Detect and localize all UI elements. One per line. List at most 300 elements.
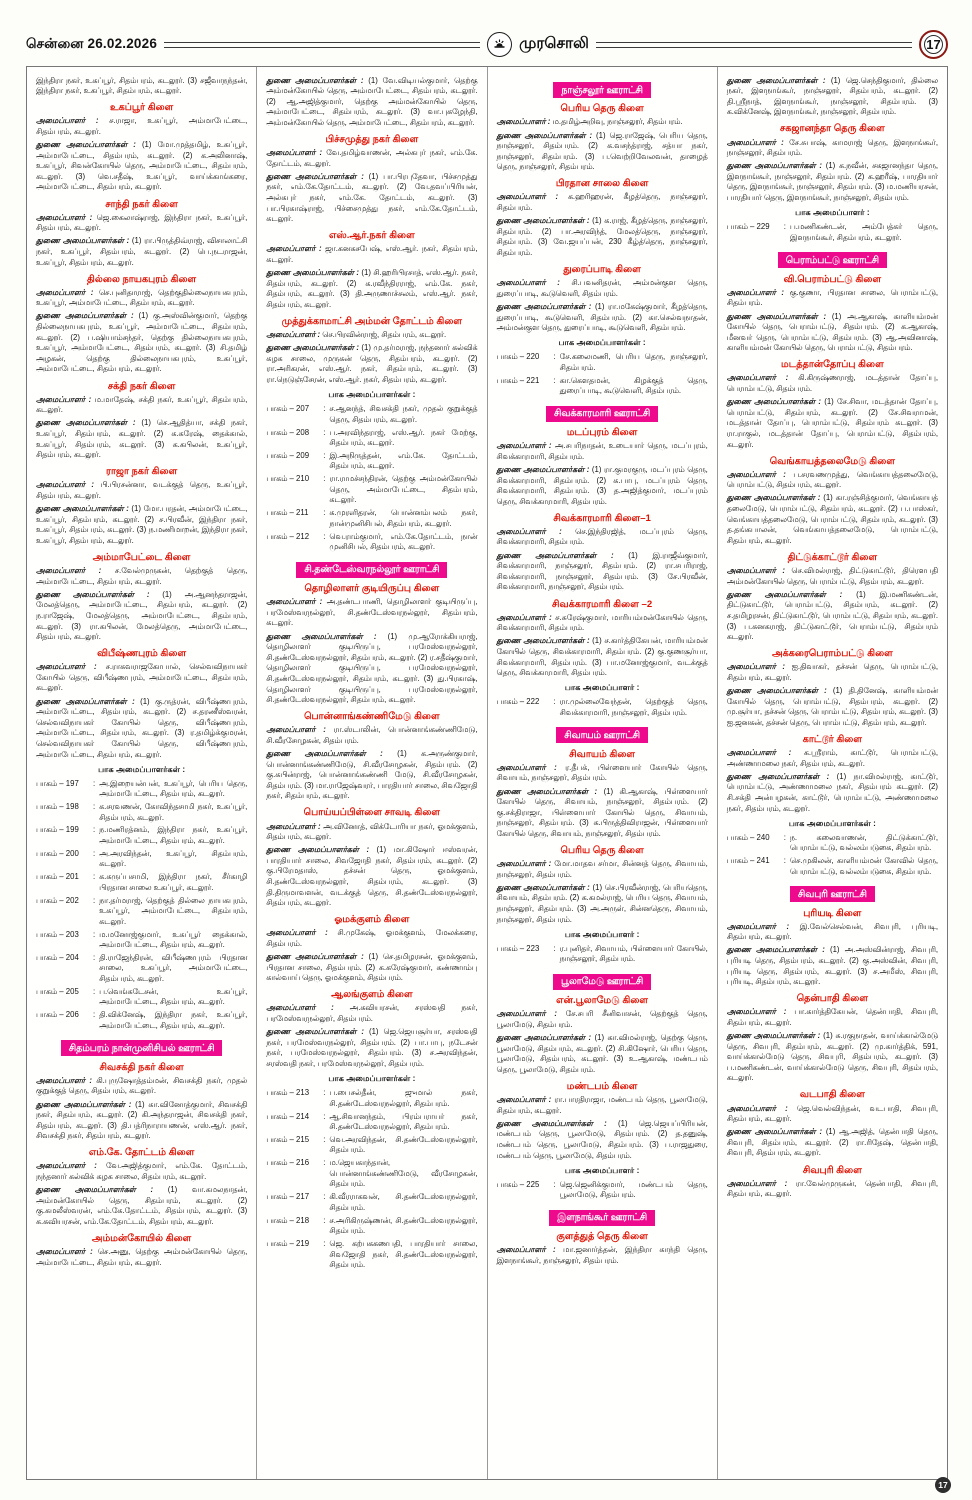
paragraph-lead: அமைப்பாளர் : [266, 597, 323, 607]
organizer-paragraph: அமைப்பாளர் : வே.தமிழ்வாணன், அல்கபுர் நகர், எம்.கே. தோட்டம், கடலூர். [266, 148, 478, 168]
part-colon: : [93, 952, 96, 962]
organizer-paragraph: அமைப்பாளர் : ம.மாதேஷ், சக்தி நகர், உகப்பூர், சிதம்பரம், கடலூர். [36, 394, 248, 415]
organizer-paragraph: துணை அமைப்பாளர்கள் : (1) மு.தர்மராஜ், நந்தனார் கல்விக் கழக சாலை, முருகன் தெரு, சிதம்பரம், கடலூர். (2) ரா.அரிகரன், எஸ்.ஆர். நகர், சிதம்பரம், கடலூர். (3) ரா.நெடுஞ்சேரன், எஸ்.ஆர். நகர், சிதம்பரம், கடலூர். [266, 343, 478, 385]
paragraph-lead: அமைப்பாளர் : [726, 287, 785, 297]
branch-header: பொய்யப்பிள்ளை சாவடி கிளை [303, 807, 441, 819]
part-colon: : [93, 778, 96, 788]
organizer-paragraph: துணை அமைப்பாளர்கள் : (1) சி.ஹரிபிரசாத், எஸ்.ஆர். நகர், சிதம்பரம், கடலூர். (2) க.ரவீந்திரராஜ், எம்.கே. நகர், சிதம்பரம், கடலூர். (3) தி.அருணாச்சலம், எஸ்.ஆர். நகர், சிதம்பரம், கடலூர். [266, 268, 478, 309]
part-colon: : [553, 352, 556, 362]
organizer-paragraph: துணை அமைப்பாளர்கள் : (1) மு.ஆரோக்கியராஜ், தொழிலாளர் குடியிருப்பு, பரமேஸ்வரநல்லூர், சி.தண்டேஸ்வரநல்லூர், சிதம்பரம், கடலூர். (2) ர.சதீஷ்குமார், தொழிலாளர் குடியிருப்பு, பரமேஸ்வரநல்லூர், சி.தண்டேஸ்வரநல்லூர், சிதம்பரம், கடலூர். (3) து.பிரகாஷ், தொழிலாளர் குடியிருப்பு, பரமேஸ்வரநல்லூர், சி.தண்டேஸ்வரநல்லூர், சிதம்பரம், கடலூர். [266, 631, 478, 705]
murasoli-logo-icon [487, 32, 512, 57]
part-colon: : [783, 855, 786, 865]
organizer-paragraph: அமைப்பாளர் : அ.தண்டபாணி, தொழிலாளர் குடியிருப்பு, பரமேஸ்வரநல்லூர், சி.தண்டேஸ்வரநல்லூர், சிதம்பரம், கடலூர். [266, 597, 478, 628]
paragraph-lead: துணை அமைப்பாளர்கள் : [726, 686, 827, 696]
part-organizer-row [266, 532, 477, 553]
part-organizer-row [266, 1216, 477, 1237]
paragraph-lead: துணை அமைப்பாளர்கள் : [496, 301, 592, 311]
paragraph-lead: துணை அமைப்பாளர்கள் : [266, 749, 383, 758]
panchayat-section-header [497, 1207, 708, 1225]
organizer-paragraph: அமைப்பாளர் : சி.பவனிதரன், அம்மன்குள தெரு, துரைப்பாடி, கூடுவெளி, சிதம்பரம். [496, 278, 708, 298]
paragraph-lead: அமைப்பாளர் : [496, 859, 552, 869]
body-paragraph: இந்திரா நகர், உகப்பூர், சிதம்பரம், கடலூர். (3) சஜீவாநந்தன், இந்திரா நகர், உகப்பூர், சிதம்பரம், கடலூர். [36, 75, 248, 96]
organizer-paragraph: துணை அமைப்பாளர்கள் : (1) இ.ராஜீவ்குமார், சிவக்காரமாரி, நாஞ்சலூர், சிதம்பரம். (2) ரா.சபரிராஜ், சிவக்காரமாரி, நாஞ்சலூர், சிதம்பரம். (3) சே.பிரவீன், சிவக்காரமாரி, நாஞ்சலூர், சிதம்பரம். [496, 550, 708, 592]
part-number: பாகம் – 206 [36, 1010, 79, 1020]
part-number: பாகம் – 202 [36, 895, 79, 905]
paragraph-lead: துணை அமைப்பாளர்கள் : [36, 504, 129, 514]
paragraph-lead: துணை அமைப்பாளர்கள் : [36, 418, 136, 428]
part-colon: : [323, 1088, 326, 1098]
paragraph-lead: துணை அமைப்பாளர்கள் : [266, 171, 364, 181]
part-organizers-heading: பாக அமைப்பாளர் : [795, 208, 870, 218]
part-number: பாகம் – 208 [266, 427, 310, 437]
part-organizer-text: ம.மனோஜ்குமார், உகப்பூர் தைக்கால், அம்மாபேட்டை, சிதம்பரம், கடலூர். [99, 929, 248, 950]
part-organizer-row [266, 1112, 477, 1133]
paragraph-lead: அமைப்பாளர் : [496, 192, 559, 202]
branch-header: எஸ்.ஆர்.நகர் கிளை [328, 230, 415, 242]
organizer-paragraph: துணை அமைப்பாளர்கள் : (1) கா.வினோத்குமார், சிவசக்தி நகர், சிதம்பரம், கடலூர். (2) கி.அந்தராஜன், சிவசக்தி நகர், சிதம்பரம், கடலூர். (3) தி.பத்ரிநாராயணன், எஸ்.ஆர். நகர், சிவசக்தி நகர், சிதம்பரம், கடலூர். [36, 1099, 248, 1141]
column-3 [487, 67, 717, 1479]
organizer-paragraph: துணை அமைப்பாளர்கள் : (1) ச.கார்த்திகேயன், மாரியம்மன் கோயில் தெரு, சிவக்காரமாரி, சிதம்பரம். (2) கு.குணசூர்யா, சிவக்காரமாரி, சிதம்பரம். (3) பா.மனோஜ்குமார், வடக்குத் தெரு, சிவக்காரமாரி, சிதம்பரம். [496, 636, 708, 678]
part-organizer-row [266, 1158, 477, 1190]
part-number: பாகம் – 203 [36, 929, 79, 939]
organizer-paragraph: அமைப்பாளர் : ம.தமிழ்அறிவு, நாஞ்சலூர், சிதம்பரம். [496, 117, 683, 127]
organizer-paragraph: அமைப்பாளர் : அ.கவியரசன், சரஸ்வதி நகர், பரமேஸ்வரநல்லூர், சிதம்பரம். [266, 1003, 478, 1024]
column-2 [256, 67, 486, 1479]
part-organizer-text: ந. கலைவாணன், திட்டுக்காட்டூர், பெராம்பட்டு, வல்லம்படுகை, சிதம்பரம். [789, 832, 938, 853]
column-1 [27, 67, 256, 1479]
organizer-paragraph: துணை அமைப்பாளர்கள் : (1) க.அருண்குமார், பொன்னாங்கண்ணிமேடு, சி.வீரசோழகன், சிதம்பரம். (2) கு.கபின்ராஜ், பொன்னாங்கண்ணி மேடு, சி.வீரசோழகன், சிதம்பரம். (3) மா.ராஜேஷ்வரர், பாரதியார் சாலை, சிவஜோதி நகர், சிதம்பரம், கடலூர். [266, 749, 478, 801]
branch-header: மண்டபம் கிளை [566, 1080, 638, 1092]
paragraph-lead: துணை அமைப்பாளர்கள் : [36, 1185, 154, 1195]
paragraph-lead: துணை அமைப்பாளர்கள் : [726, 397, 821, 407]
part-organizer-row [36, 953, 247, 985]
paragraph-lead: துணை அமைப்பாளர்கள் : [266, 845, 370, 855]
paragraph-lead: அமைப்பாளர் : [726, 373, 789, 383]
part-organizer-text: ஜெ.ஜெனிக்குமார், மண்டபம் தெரு, பூலாமேடு, சிதம்பரம். [559, 1179, 708, 1200]
paragraph-lead: அமைப்பாளர் : [496, 1245, 556, 1255]
part-organizer-text: ம.ஜெயகாந்தான், பொன்னாங்கண்ணிமேடு, வீரசோழகன், சிதம்பரம். [329, 1158, 478, 1189]
branch-header: விபீஷ்ணபுரம் கிளை [97, 648, 187, 660]
branch-header: ராஜா நகர் கிளை [106, 466, 178, 478]
branch-header: பெரிய தெரு கிளை [560, 845, 644, 856]
organizer-paragraph: அமைப்பாளர் : மோ.மாதவ சர்மா, சின்னத் தெரு, சிவாயம், நாஞ்சலூர், சிதம்பரம். [496, 859, 708, 879]
branch-header: மடத்தான்தோப்பு கிளை [780, 359, 884, 371]
part-colon: : [93, 929, 96, 939]
part-colon: : [783, 832, 786, 842]
organizer-paragraph: அமைப்பாளர் : ஜெ.கைலாஷ்ராஜ், இந்திரா நகர், உகப்பூர், சிதம்பரம், கடலூர். [36, 212, 248, 233]
part-organizer-text: சே.கலைமணி, பெரிய தெரு, நாஞ்சலூர், சிதம்பரம். [559, 352, 708, 372]
organizer-paragraph: அமைப்பாளர் : ஜெ.வெல்விந்தன், வடபாதி, சிவபுரி, சிதம்பரம், கடலூர். [726, 1103, 938, 1124]
organizer-paragraph: அமைப்பாளர் : செ.பிரவின்ராஜ், சிதம்பரம், கடலூர். [266, 330, 447, 340]
part-organizer-text: தி.ராஜேந்திரன், விபீஷ்ணபுரம் பிரதான சாலை, உகப்பூர், அம்மாபேட்டை, சிதம்பரம், கடலூர். [99, 952, 248, 984]
part-colon: : [323, 474, 326, 484]
paragraph-lead: அமைப்பாளர் : [496, 526, 562, 536]
paragraph-lead: அமைப்பாளர் : [726, 565, 785, 575]
part-organizers-heading: பாக அமைப்பாளர்கள் : [98, 764, 186, 774]
branch-header: உகப்பூர் கிளை [109, 102, 174, 114]
part-colon: : [323, 427, 326, 437]
organizer-paragraph: அமைப்பாளர் : சே.சுபாஷ், காமராஜ் தெரு, இளநாங்கூர், நாஞ்சலூர், சிதம்பரம். [726, 137, 938, 158]
paragraph-lead: துணை அமைப்பாளர்கள் : [726, 771, 830, 781]
organizer-paragraph: அமைப்பாளர் : செ.விமல்ராஜ், திட்டுகாட்டூர், திரௌபதி அம்மன்கோயில் தெரு, பெராம்பட்டு, சிதம்பரம், கடலூர். [726, 565, 938, 586]
content-columns [26, 66, 948, 1480]
paragraph-lead: துணை அமைப்பாளர்கள் : [726, 311, 827, 321]
organizer-paragraph: துணை அமைப்பாளர்கள் : (1) சே.சிவா, மடத்தான் தோப்பு, பெராம்பட்டு, சிதம்பரம், கடலூர். (2) சே.சிவராமன், மடத்தான் தோப்பு, பெராம்பட்டு, சிதம்பரம் கடலூர். (3) ரா.ராகுல், மடத்தான் தோப்பு, பெராம்பட்டு, சிதம்பரம், கடலூர். [726, 397, 938, 449]
paragraph-lead: அமைப்பாளர் : [726, 1103, 788, 1113]
part-colon: : [93, 872, 96, 882]
part-organizer-row [266, 404, 477, 425]
organizer-paragraph: துணை அமைப்பாளர்கள் : (1) கா.விமல்ராஜ், தெற்கு தெரு, பூலாமேடு, சிதம்பரம், கடலூர். (2) சி.கிஷோர், பெரிய தெரு, பூலாமேடு, சிதம்பரம், கடலூர். (3) உ.ஆகாஷ், மண்டபம் தெரு, பூலாமேடு, சிதம்பரம். [496, 1033, 708, 1074]
part-number: பாகம் – 214 [266, 1111, 310, 1121]
organizer-paragraph: துணை அமைப்பாளர்கள் : (1) மோ.பரதன், அம்மாபேட்டை, உகப்பூர், சிதம்பரம், கடலூர். (2) ச.பிரவீன், இந்திரா நகர், உகப்பூர், சிதம்பரம், கடலூர். (3) ந.மணிமாறன், இந்திரா நகர், உகப்பூர், சிதம்பரம், கடலூர். [36, 504, 248, 545]
part-organizers-heading: பாக அமைப்பாளர் : [564, 1165, 640, 1175]
part-number: பாகம் – 217 [266, 1192, 310, 1202]
part-organizer-row [497, 376, 708, 397]
paragraph-lead: துணை அமைப்பாளர்கள் : [266, 952, 364, 962]
part-number: பாகம் – 211 [266, 508, 309, 518]
organizer-paragraph: அமைப்பாளர் : ஜா.கனகசபேஷ், எஸ்.ஆர். நகர், சிதம்பரம், கடலூர். [266, 244, 478, 264]
organizer-paragraph: துணை அமைப்பாளர்கள் : (1) ஜெ.ராஜேஷ், பெரிய தெரு, நாஞ்சலூர், சிதம்பரம். (2) க.வசந்த்ராஜ், சத்யா நகர், நாஞ்சலூர், சிதம்பரம். (3) ப.வெற்றிவேலவன், தாழைத் தெரு, நாஞ்சலூர், சிதம்பரம். [496, 130, 708, 172]
part-colon: : [93, 848, 96, 858]
paragraph-lead: அமைப்பாளர் : [36, 394, 92, 404]
paragraph-lead: துணை அமைப்பாளர்கள் : [496, 550, 614, 560]
organizer-paragraph: அமைப்பாளர் : ஐ.திவாகர், தச்சன் தெரு, பெராம்பட்டு, சிதம்பரம், கடலூர். [726, 662, 938, 682]
organizer-paragraph: அமைப்பாளர் : பி.பிரசன்னா, வடக்குத் தெரு, உகப்பூர், சிதம்பரம், கடலூர். [36, 480, 248, 500]
panchayat-section-header [727, 884, 938, 902]
organizer-paragraph: அமைப்பாளர் : ச.ராஜா, உகப்பூர், அம்மாபேட்டை, சிதம்பரம், கடலூர். [36, 116, 248, 136]
organizer-paragraph: துணை அமைப்பாளர்கள் : (1) வே.விடியல்குமார், தெற்கு அம்மன்கோயில் தெரு, அம்மாபேட்டை, சிதம்பரம், கடலூர். (2) ஆ.அஜித்குமார், தெற்கு அம்மன்கோயில் தெரு, அம்மாபேட்டை, சிதம்பரம், கடலூர். (3) வா.புகழேந்தி, அம்மன்கோயில் தெரு, அம்மாபேட்டை, சிதம்பரம், கடலூர். [266, 75, 478, 127]
branch-header: சிவபுரி கிளை [802, 1164, 862, 1176]
organizer-paragraph: அமைப்பாளர் : ர.தீபக், பிள்ளையார் கோயில் தெரு, சிவாயம், நாஞ்சலூர், சிதம்பரம். [496, 762, 708, 783]
paragraph-lead: அமைப்பாளர் : [266, 928, 328, 938]
part-organizer-text: செ.முகிலன், காளியம்மன் கோவில் தெரு, பெராம்பட்டு, வல்லம்படுகை, சிதம்பரம். [789, 855, 938, 876]
branch-header: சிவாயம் கிளை [569, 748, 636, 760]
branch-header: என்.பூலாமேடு கிளை [556, 995, 649, 1007]
organizer-paragraph: துணை அமைப்பாளர்கள் : (1) சு.ரகுநாதன், வாய்க்கால்மேடு தெரு, சிவபுரி, சிதம்பரம், கடலூர். (2) மு.கார்த்திக், 591, வாய்க்கால்மேடு தெரு, சிவபுரி, சிதம்பரம், கடலூர். (3) ப.மணிகண்டன், வாய்க்கால்மேடு தெரு, சிவபுரி, சிதம்பரம், கடலூர். [726, 1031, 938, 1083]
part-number: பாகம் – 241 [726, 855, 770, 865]
organizer-paragraph: அமைப்பாளர் : செ.அனு, தெற்கு அம்மன்கோயில் தெரு, அம்மாபேட்டை, சிதம்பரம், கடலூர். [36, 1247, 248, 1267]
city-date: சென்னை 26.02.2026 [26, 35, 158, 51]
part-number: பாகம் – 205 [36, 986, 79, 996]
part-number: பாகம் – 201 [36, 872, 79, 882]
paragraph-lead: துணை அமைப்பாளர்கள் : [726, 1031, 821, 1040]
paragraph-lead: அமைப்பாளர் : [726, 1178, 788, 1188]
branch-header: சிவக்காரமாரி கிளை –2 [552, 598, 653, 610]
organizer-paragraph: துணை அமைப்பாளர்கள் : (1) வா.கமலநாதன், அம்மன்கோயில் தெரு, சிதம்பரம், கடலூர். (2) கு.கமலீஸ்வரன், எம்.கே.தோட்டம், சிதம்பரம், கடலூர். (3) க.கவியரசன், எம்.கே.தோட்டம், சிதம்பரம், கடலூர். [36, 1185, 248, 1227]
branch-header: வெங்காயத்தலைமேடு கிளை [769, 455, 896, 467]
paragraph-lead: அமைப்பாளர் : [266, 1003, 334, 1013]
paragraph-lead: துணை அமைப்பாளர்கள் : [266, 1027, 364, 1037]
part-organizer-text: தி.விக்னேஷ், இந்திரா நகர், உகப்பூர், அம்மாபேட்டை, சிதம்பரம், கடலூர். [99, 1010, 248, 1030]
paragraph-lead: அமைப்பாளர் : [266, 725, 326, 735]
organizer-paragraph: அமைப்பாளர் : கி.கிருஷ்ணராஜ், மடத்தான் தோப்பு, பெராம்பட்டு, சிதம்பரம். [726, 373, 938, 393]
part-organizer-row [266, 428, 477, 449]
part-colon: : [93, 802, 96, 812]
branch-header: சாந்தி நகர் கிளை [105, 198, 178, 210]
branch-header: புரியடி கிளை [803, 907, 862, 919]
part-organizer-row [36, 987, 247, 1008]
paragraph-lead: துணை அமைப்பாளர்கள் : [726, 493, 821, 503]
part-organizer-text: ப.வெங்கடேசன், உகப்பூர், அம்மாபேட்டை, சிதம்பரம், கடலூர். [99, 986, 248, 1007]
part-colon: : [323, 404, 326, 414]
paragraph-lead: துணை அமைப்பாளர்கள் : [726, 75, 826, 85]
paragraph-lead: அமைப்பாளர் : [36, 662, 97, 672]
part-organizer-text: க.முரளிதரன், பொன்னம்பலம் நகர், நான்முனிசிபல், சிதம்பரம், கடலூர். [329, 508, 478, 528]
organizer-paragraph: துணை அமைப்பாளர்கள் : (1) கு.ருத்ரன், விபீஷ்ணபுரம், அம்மாபேட்டை, சிதம்பரம், கடலூர். (2) ச.தரணீஸ்வரன், செல்வவிநாயகர் கோயில் தெரு, விபீஷ்ணபுரம், அம்மாபேட்டை, சிதம்பரம், கடலூர். (3) ர.தமிழ்க்குமரன், செல்வவிநாயகர் கோயில் தெரு, விபீஷ்ணபுரம், அம்மாபேட்டை, சிதம்பரம், கடலூர். [36, 696, 248, 759]
paragraph-lead: துணை அமைப்பாளர்கள் : [496, 636, 590, 646]
part-organizer-row [266, 1088, 477, 1109]
part-colon: : [323, 531, 326, 541]
paragraph-lead: அமைப்பாளர் : [496, 762, 557, 772]
masthead-title: முரசொலி [519, 35, 589, 52]
part-colon: : [553, 1179, 556, 1189]
paragraph-lead: துணை அமைப்பாளர்கள் : [36, 589, 150, 599]
double-rule-right [596, 42, 912, 48]
branch-header: பொன்னாங்கண்ணிமேடு கிளை [304, 711, 440, 723]
part-colon: : [93, 1010, 96, 1020]
branch-header: தில்லை நாயகபுரம் கிளை [87, 273, 197, 285]
organizer-paragraph: அமைப்பாளர் : ச.வேல்முருகன், தெற்குத் தெரு, அம்மாபேட்டை, சிதம்பரம், கடலூர். [36, 565, 248, 586]
branch-header: எம்.கே. தோட்டம் கிளை [88, 1147, 195, 1159]
paragraph-lead: அமைப்பாளர் : [266, 330, 321, 340]
branch-header: துரைப்பாடி கிளை [563, 264, 641, 276]
organizer-paragraph: துணை அமைப்பாளர்கள் : (1) ரா.மகேஷ்குமார், கீழத்தெரு, துரைப்பாடி, கூடுவெளி, சிதம்பரம். (2) கா.செல்வநாதன், அம்மன்குள தெரு, துரைப்பாடி, கூடுவெளி, சிதம்பரம். [496, 301, 708, 333]
organizer-paragraph: அமைப்பாளர் : அ.சபரிநாதன், உடையார் தெரு, மடப்புரம், சிவக்காரமாரி, சிதம்பரம். [496, 441, 708, 461]
part-organizers-heading: பாக அமைப்பாளர்கள் : [328, 1074, 416, 1084]
organizer-paragraph: துணை அமைப்பாளர்கள் : (1) அ.ஆகாஷ், காளியம்மன் கோயில் தெரு, பெராம்பட்டு, சிதம்பரம். (2) க.ஆகாஷ், மீனவர் தெரு, பெராம்பட்டு, சிதம்பரம். (3) ஆ.அவினாஷ், காளியம்மன் கோயில் தெரு, பெராம்பட்டு, சிதம்பரம். [726, 311, 938, 353]
paragraph-lead: துணை அமைப்பாளர்கள் : [36, 1099, 132, 1109]
part-colon: : [783, 222, 786, 232]
part-organizer-text: க.சரவணன், கோவிந்தசாமி நகர், உகப்பூர், சிதம்பரம், கடலூர். [99, 802, 248, 822]
part-number: பாகம் – 207 [266, 404, 310, 414]
panchayat-section-label: சிவாயம் ஊராட்சி [556, 727, 648, 743]
paragraph-lead: அமைப்பாளர் : [266, 148, 323, 158]
organizer-paragraph: துணை அமைப்பாளர்கள் : (1) இ.மணிகண்டன், திட்டுகாட்டூர், பெராம்பட்டு, சிதம்பரம், கடலூர். (2) ச.தமிழரசன், திட்டுகாட்டூர், பெராம்பட்டு, சிதம்பரம், கடலூர். (3) ப.கனகராஜ், திட்டுகாட்டூர், பெராம்பட்டு, சிதம்பரம் கடலூர். [726, 589, 938, 642]
part-organizer-text: கி.வீரராகவன், சி.தண்டேஸ்வரநல்லூர், சிதம்பரம். [329, 1192, 478, 1212]
organizer-paragraph: அமைப்பாளர் : ச.சுரேஷ்குமார், மாரியம்மன்கோயில் தெரு, சிவக்காரமாரி, சிதம்பரம். [496, 612, 708, 633]
part-organizer-text: ச.அரிகிருஷ்ணன், சி.தண்டேஸ்வரநல்லூர், சிதம்பரம். [329, 1215, 478, 1236]
organizer-paragraph: அமைப்பாளர் : ரா.பாரதிராஜா, மண்டபம் தெரு, பூலாமேடு, சிதம்பரம், கடலூர். [496, 1094, 708, 1115]
part-organizer-row [36, 872, 247, 893]
part-organizer-text: வெ.ராம்குமார், எம்.கே.தோட்டம், நான் முனிசிபல், சிதம்பரம், கடலூர். [329, 531, 478, 552]
part-colon: : [323, 1215, 326, 1225]
part-organizer-text: கா.கௌதமன், கிழக்குத் தெரு, துரைப்பாடி, கூடுவெளி, சிதம்பரம். [559, 375, 708, 396]
panchayat-section-label: சிவக்காரமாரி ஊராட்சி [546, 406, 658, 422]
part-organizer-row [266, 508, 477, 529]
paragraph-lead: அமைப்பாளர் : [36, 480, 95, 490]
branch-header: பிச்சமுத்து நகர் கிளை [325, 134, 419, 146]
branch-header: அம்மாபேட்டை கிளை [92, 551, 191, 563]
panchayat-section-header [497, 403, 708, 421]
part-colon: : [323, 1158, 326, 1168]
part-organizer-text: அ.அரவிந்தன், உகப்பூர், சிதம்பரம், கடலூர். [99, 848, 248, 869]
organizer-paragraph: துணை அமைப்பாளர்கள் : (1) ரா.பிருத்திவ்ராஜ், விசாலாட்சி நகர், உகப்பூர், சிதம்பரம், கடலூர். (2) பெ.நடராஜன், உகப்பூர், சிதம்பரம், கடலூர். [36, 236, 248, 267]
panchayat-section-label: சிவபுரி ஊராட்சி [790, 886, 875, 902]
paragraph-lead: அமைப்பாளர் : [726, 137, 784, 147]
organizer-paragraph: துணை அமைப்பாளர்கள் : (1) செ.பிரவீன்ராஜ், பெரியதெரு, சிவாயம், சிதம்பரம். (2) க.கமல்ராஜ், பெரிய தெரு, சிவாயம், நாஞ்சலூர், சிதம்பரம். (3) அ.அருள், சின்னதெரு, சிவாயம், நாஞ்சலூர், சிதம்பரம். [496, 882, 708, 924]
part-number: பாகம் – 200 [36, 848, 79, 858]
paragraph-lead: அமைப்பாளர் : [36, 116, 99, 126]
paragraph-lead: அமைப்பாளர் : [266, 244, 322, 254]
panchayat-section-label: பூலாமேடு ஊராட்சி [553, 974, 651, 990]
part-organizer-text: ச.ஆனந்த், சிவசக்தி நகர், முதல் குறுக்குத் தெரு, சிதம்பரம், கடலூர். [329, 404, 478, 424]
part-number: பாகம் – 220 [496, 352, 540, 362]
paragraph-lead: அமைப்பாளர் : [266, 821, 321, 831]
part-colon: : [323, 508, 326, 518]
paragraph-lead: அமைப்பாளர் : [496, 278, 560, 288]
organizer-paragraph: துணை அமைப்பாளர்கள் : (1) மோ.முத்தமிழ், உகப்பூர், அம்மாபேட்டை, சிதம்பரம், கடலூர். (2) க.அலினாஷ், உகப்பூர், சிவன்கோயில் தெரு, அம்மாபேட்டை, சிதம்பரம், கடலூர். (3) வெ.சதீஷ், உகப்பூர், வாய்க்காங்கரை, அம்மாபேட்டை, சிதம்பரம், கடலூர். [36, 140, 248, 192]
part-organizer-text: ரா.ராமச்சந்திரன், தெற்கு அம்மன்கோயில் தெரு, அம்மாபேட்டை, சிதம்பரம், கடலூர். [329, 474, 478, 505]
branch-header: சிவக்காரமாரி கிளை–1 [553, 512, 651, 524]
paragraph-lead: துணை அமைப்பாளர்கள் : [726, 161, 823, 171]
paragraph-lead: அமைப்பாளர் : [36, 1247, 93, 1257]
paragraph-lead: துணை அமைப்பாளர்கள் : [496, 130, 593, 140]
paragraph-lead: அமைப்பாளர் : [36, 1075, 92, 1085]
organizer-paragraph: துணை அமைப்பாளர்கள் : (1) செ.தமிழரசன், ஓமக்குளம், பிரதான சாலை, சிதம்பரம். (2) க.கரேஷ்குமார், கண்ணாம்பு கால்வாய் தெரு, ஓமக்குளம், சிதம்பரம். [266, 952, 478, 983]
part-organizer-text: ப.பைசல்தீன், ஜுமால் நகர், சி.தண்டேஸ்வரநல்லூர், சிதம்பரம். [329, 1088, 478, 1108]
panchayat-section-header [36, 1038, 247, 1056]
organizer-paragraph: அமைப்பாளர் : சே.சபரி சீனிவாசன், தெற்குத் தெரு, பூலாமேடு, சிதம்பரம். [496, 1009, 708, 1029]
part-organizer-row [266, 1239, 477, 1271]
paragraph-lead: துணை அமைப்பாளர்கள் : [266, 631, 377, 641]
part-organizer-text: ந.மணிரத்னம், இந்திரா நகர், உகப்பூர், அம்மாபேட்டை, சிதம்பரம், கடலூர். [99, 825, 248, 845]
part-number: பாகம் – 213 [266, 1088, 310, 1098]
organizer-paragraph: அமைப்பாளர் : க.ஸ்ரீராம், காட்டூர், பெராம்பட்டு, அண்ணாமலை நகர், சிதம்பரம், கடலூர். [726, 747, 938, 768]
part-organizer-row [266, 451, 477, 472]
branch-header: காட்டூர் கிளை [802, 733, 863, 745]
double-rule-left [164, 42, 480, 48]
part-organizer-row [36, 849, 247, 870]
branch-header: வி.பெராம்பட்டு கிளை [783, 273, 882, 285]
part-organizer-row [497, 944, 708, 965]
part-organizer-text: க.கருப்பசாமி, இந்திரா நகர், சீர்காழி பிரதான சாலை உகப்பூர், கடலூர். [99, 872, 248, 892]
paragraph-lead: அமைப்பாளர் : [726, 921, 790, 931]
part-organizer-row [266, 1192, 477, 1213]
organizer-paragraph: துணை அமைப்பாளர்கள் : (1) தி.தினேஷ், காளியம்மன் கோயில் தெரு, பெராம்பட்டு, சிதம்பரம், கடலூர். (2) மு.சூர்யா, தச்சன் தெரு, பெராம்பட்டு, சிதம்பரம், கடலூர். (3) ஐ.ஜனகன், தச்சன் தெரு, பெராம்பட்டு, சிதம்பரம், கடலூர். [726, 686, 938, 727]
organizer-paragraph: துணை அமைப்பாளர்கள் : (1) க.நவீன், சகஜானந்தா தெரு, இளநாங்கூர், நாஞ்சலூர், சிதம்பரம். (2) க.ஹரீஷ், பாரதியார் தெரு, இளநாங்கூர், நாஞ்சலூர், சிதம்பரம். (3) ம.மணியரசன், பாரதியார் தெரு, இளநாங்கூர், நாஞ்சலூர், சிதம்பரம். [726, 161, 938, 203]
organizer-paragraph: துணை அமைப்பாளர்கள் : (1) அ.அஸ்வின்ராஜ், சிவபுரி, புரியடி தெரு, சிதம்பரம், கடலூர். (2) கு.அஸ்வின், சிவபுரி, புரியடி தெரு, சிதம்பரம், கடலூர். (3) ச.அமீஸ், சிவபுரி, புரியடி, சிதம்பரம், கடலூர். [726, 945, 939, 987]
organizer-paragraph: துணை அமைப்பாளர்கள் : (1) ரா.குமரகுரு, மடப்புரம் தெரு, சிவக்காரமாரி, சிதம்பரம். (2) க.பாபு, மடப்புரம் தெரு, சிவக்காரமாரி, சிதம்பரம். (3) த.அஜித்குமார், மடப்புரம் தெரு, சிவக்காரமாரி, சிதம்பரம். [496, 464, 708, 506]
part-colon: : [323, 1238, 326, 1248]
organizer-paragraph: துணை அமைப்பாளர்கள் : (1) அ.ஆனந்தராஜன், மேலத்தெரு, அம்மாபேட்டை, சிதம்பரம், கடலூர். (2) ந.ராஜேஷ், மேலத்தெரு, அம்மாபேட்டை, சிதம்பரம், கடலூர். (3) ரா.கபிலன், மேலத்தெரு, அம்மாபேட்டை, சிதம்பரம், கடலூர். [36, 589, 248, 642]
paragraph-lead: அமைப்பாளர் : [36, 212, 93, 222]
part-organizer-row [36, 802, 247, 823]
part-colon: : [553, 943, 556, 953]
part-number: பாகம் – 240 [726, 832, 770, 842]
panchayat-section-label: இளநாங்கூர் ஊராட்சி [549, 1210, 655, 1226]
branch-header: குளத்துத் தெரு கிளை [556, 1231, 648, 1243]
column-4 [717, 67, 947, 1479]
branch-header: முத்துக்காமாட்சி அம்மன் தோட்டம் கிளை [281, 316, 463, 328]
branch-header: பெரிய தெரு கிளை [560, 103, 644, 115]
paragraph-lead: துணை அமைப்பாளர்கள் : [496, 1118, 607, 1128]
organizer-paragraph: அமைப்பாளர் : பா.கார்த்திகேயன், தென்பாதி, சிவபுரி, சிதம்பரம், கடலூர். [726, 1007, 938, 1027]
organizer-paragraph: அமைப்பாளர் : அ.வினோத், விக்டோரியா நகர், ஓமக்குளம், சிதம்பரம், கடலூர். [266, 821, 478, 842]
organizer-paragraph: அமைப்பாளர் : ரா.வேல்முருகன், தென்பாதி, சிவபுரி, சிதம்பரம், கடலூர். [726, 1178, 938, 1199]
paragraph-lead: அமைப்பாளர் : [496, 612, 552, 622]
organizer-paragraph: துணை அமைப்பாளர்கள் : (1) ஜெ.ஜெயப்பிரியன், மண்டபம் தெரு, பூலாமேடு, சிதம்பரம். (2) த.தனுஷ், மண்டபம் தெரு, பூலாமேடு, சிதம்பரம். (3) ப.ராஜதுரை, மண்டபம் தெரு, பூலாமேடு, சிதம்பரம். [496, 1118, 708, 1160]
paragraph-lead: அமைப்பாளர் : [496, 1009, 557, 1019]
paragraph-lead: அமைப்பாளர் : [36, 1161, 97, 1171]
part-colon: : [553, 697, 556, 707]
panchayat-section-header [497, 725, 708, 743]
part-number: பாகம் – 198 [36, 802, 79, 812]
organizer-paragraph: துணை அமைப்பாளர்கள் : (1) செ.ஆதித்யா, சக்தி நகர், உகப்பூர், சிதம்பரம், கடலூர். (2) க.கரேஷ், தைக்கால், உகப்பூர், சிதம்பரம், கடலூர். (3) க.கபிலன், உகப்பூர், சிதம்பரம், கடலூர். [36, 418, 248, 460]
part-organizer-text: ஆ.சிவானந்தம், பிரம்பராயர் நகர், சி.தண்டேஸ்வரநல்லூர், சிதம்பரம். [329, 1111, 478, 1132]
panchayat-section-header [497, 971, 708, 989]
part-number: பாகம் – 229 [726, 222, 770, 232]
organizer-paragraph: அமைப்பாளர் : க.ஹரிஹரன், கீழத்தெரு, நாஞ்சலூர், சிதம்பரம். [496, 192, 708, 213]
part-colon: : [323, 1134, 326, 1144]
part-colon: : [553, 375, 556, 385]
paragraph-lead: துணை அமைப்பாளர்கள் : [36, 140, 136, 150]
organizer-paragraph: அமைப்பாளர் : மா.ஜனார்த்தன், இந்திரா காந்தி தெரு, இளநாங்கூர், நாஞ்சலூர், சிதம்பரம். [496, 1245, 708, 1265]
part-organizer-row [266, 1135, 477, 1156]
part-organizer-text: ஜெ. கற்பககணபதி, பாரதியார் சாலை, சிவஜோதி நகர், சி.தண்டேஸ்வரநல்லூர், சிதம்பரம். [329, 1238, 478, 1270]
panchayat-section-label: சி.தண்டேஸ்வரநல்லூர் ஊராட்சி [296, 562, 447, 578]
part-colon: : [323, 1192, 326, 1202]
paragraph-lead: துணை அமைப்பாளர்கள் : [266, 268, 359, 278]
part-colon: : [93, 986, 96, 996]
part-organizer-row [727, 856, 938, 877]
paragraph-lead: அமைப்பாளர் : [36, 565, 102, 575]
paragraph-lead: துணை அமைப்பாளர்கள் : [496, 882, 590, 892]
organizer-paragraph: துணை அமைப்பாளர்கள் : (1) க.ராஜ், கீழத்தெரு, நாஞ்சலூர், சிதம்பரம். (2) பா.அரவிந்த், மேலத்தெரு, நாஞ்சலூர், சிதம்பரம். (3) வே.ஜயப்பன், 230 கீழ்த்தெரு, நாஞ்சலூர், சிதம்பரம். [496, 216, 708, 258]
part-organizer-row [36, 1010, 247, 1031]
paragraph-lead: துணை அமைப்பாளர்கள் : [496, 464, 590, 474]
part-organizers-heading: பாக அமைப்பாளர்கள் : [558, 338, 646, 348]
panchayat-section-header [727, 250, 938, 268]
organizer-paragraph: துணை அமைப்பாளர்கள் : (1) கு.அஸ்வின்குமார், தெற்கு தில்லைநாயகபுரம், உகப்பூர், அம்மாபேட்டை, சிதம்பரம், கடலூர். (2) ப.ஷியாம்சந்தர், தெற்கு தில்லைநாயகபுரம், உகப்பூர், அம்மாபேட்டை, சிதம்பரம், கடலூர். (3) சி.தமிழ் அழகன், தெற்கு தில்லைநாயகபுரம், உகப்பூர், அம்மாபேட்டை, சிதம்பரம், கடலூர். [36, 311, 248, 374]
part-organizer-row [727, 222, 938, 243]
organizer-paragraph: துணை அமைப்பாளர்கள் : (1) பா.பிரபுதேவா, பிச்சமுத்து நகர், எம்.கே.தோட்டம், கடலூர். (2) வே.தவப்பிரியன், அல்கபுர் நகர், எம்.கே. தோட்டம், கடலூர். (3) பா.பிரகாஷ்ராஜ், பிச்சைமுத்து நகர், எம்.கே.தோட்டம், கடலூர். [266, 171, 478, 224]
paragraph-lead: அமைப்பாளர் : [726, 662, 786, 672]
part-organizer-text: ப.அரவிந்தராஜ், எஸ்.ஆர். நகர் மேற்கு, சிதம்பரம், கடலூர். [329, 427, 478, 448]
paragraph-lead: துணை அமைப்பாளர்கள் : [496, 216, 590, 226]
part-organizer-text: இ.அநிருத்தன், எம்.கே. தோட்டம், சிதம்பரம், கடலூர். [329, 450, 478, 471]
paragraph-lead: அமைப்பாளர் : [496, 1094, 552, 1104]
part-number: பாகம் – 210 [266, 474, 310, 484]
part-organizer-text: ர.புனிதர், சிவாயம், பிள்ளையார் கோயில், நாஞ்சலூர், சிதம்பரம். [559, 943, 708, 964]
part-number: பாகம் – 199 [36, 825, 79, 835]
part-number: பாகம் – 204 [36, 952, 79, 962]
organizer-paragraph: துணை அமைப்பாளர்கள் : (1) ஆ.அஜித், தென்பாதி தெரு, சிவபுரி, சிதம்பரம், கடலூர். (2) ரா.ரிதேஷ், தென்பாதி, சிவபுரி, சிதம்பரம், கடலூர். [726, 1127, 938, 1158]
panchayat-section-label: சிதம்பரம் நான்முனிசிபல் ஊராட்சி [61, 1040, 223, 1056]
part-organizer-text: ரா.முல்லைவேந்தன், தெற்குத் தெரு, சிவக்காரமாரி, நாஞ்சலூர், சிதம்பரம். [559, 697, 708, 717]
organizer-paragraph: அமைப்பாளர் : சி.முகேஷ், ஓமக்குளம், மேலக்கரை, சிதம்பரம். [266, 928, 478, 948]
part-organizer-row [727, 833, 938, 854]
paragraph-lead: அமைப்பாளர் : [36, 287, 94, 297]
organizer-paragraph: அமைப்பாளர் : ப.சரவணமுத்து, வெங்காயத்தலைமேடு, பெராம்பட்டு, சிதம்பரம், கடலூர். [726, 469, 938, 490]
organizer-paragraph: அமைப்பாளர் : கி.புருஷோத்தம்மன், சிவசக்தி நகர், முதல் குறுக்குத் தெரு, சிதம்பரம், கடலூர். [36, 1075, 248, 1096]
branch-header: சகஜானந்தா தெரு கிளை [780, 123, 885, 135]
branch-header: மடப்புரம் கிளை [566, 427, 638, 439]
part-organizers-heading: பாக அமைப்பாளர் : [564, 929, 640, 939]
branch-header: அக்கரைபெராம்பட்டு கிளை [771, 648, 893, 660]
paragraph-lead: துணை அமைப்பாளர்கள் : [726, 945, 825, 955]
part-colon: : [323, 1111, 326, 1121]
part-organizer-row [36, 825, 247, 846]
part-number: பாகம் – 212 [266, 531, 310, 541]
part-number: பாகம் – 209 [266, 450, 310, 460]
part-number: பாகம் – 215 [266, 1134, 310, 1144]
part-number: பாகம் – 216 [266, 1158, 310, 1168]
paragraph-lead: துணை அமைப்பாளர்கள் : [496, 1033, 592, 1043]
branch-header: ஓமக்குளம் கிளை [334, 914, 410, 926]
part-organizer-row [36, 779, 247, 800]
paragraph-lead: துணை அமைப்பாளர்கள் : [266, 75, 364, 85]
paragraph-lead: துணை அமைப்பாளர்கள் : [496, 786, 598, 796]
